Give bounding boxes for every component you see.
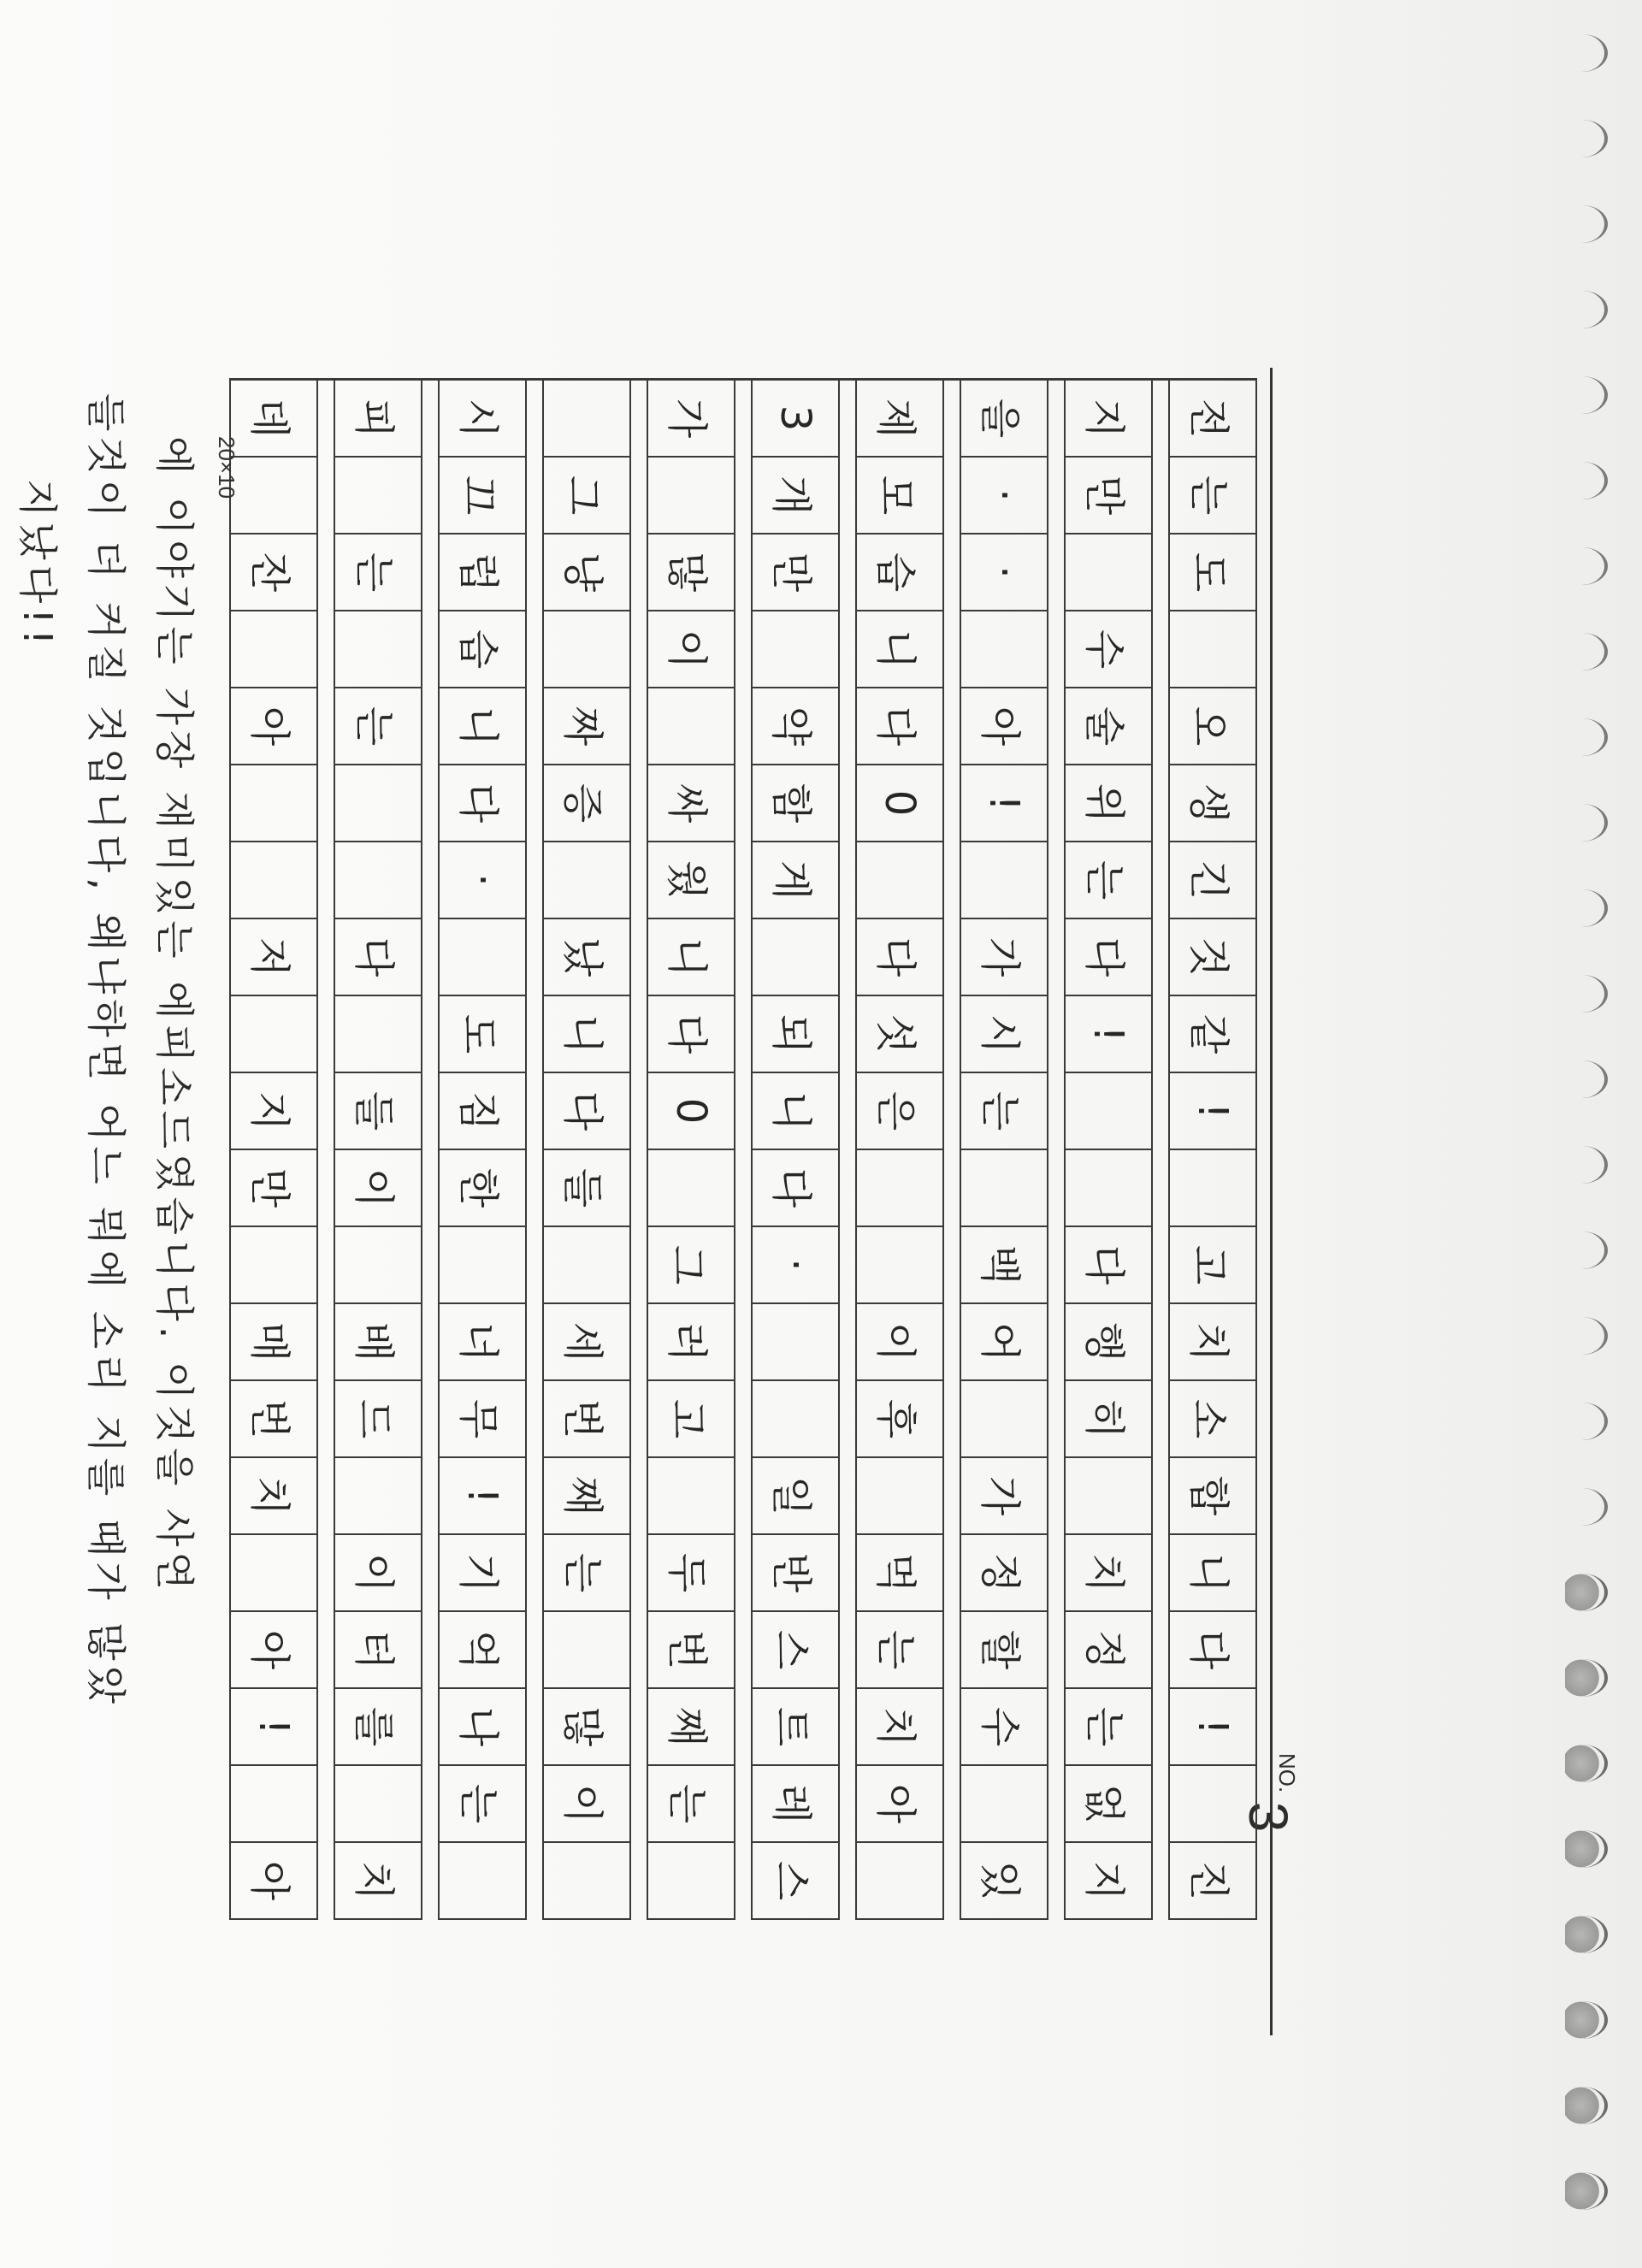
grid-cell: 니 xyxy=(855,611,944,688)
grid-cell: 치 xyxy=(229,1458,318,1535)
grid-cell xyxy=(542,1612,631,1689)
grid-cell: 싸 xyxy=(647,765,735,842)
grid-cell: 는 xyxy=(542,1535,631,1612)
grid-cell: 째 xyxy=(542,1458,631,1535)
grid-cell: ! xyxy=(229,1689,318,1766)
spiral-hole xyxy=(1565,376,1608,414)
grid-cell: 고 xyxy=(1168,1227,1257,1304)
top-rule-line xyxy=(1270,368,1273,1454)
grid-cell: 트 xyxy=(751,1689,840,1766)
grid-cell: 백 xyxy=(960,1227,1048,1304)
grid-cell: 났 xyxy=(542,919,631,996)
grid-cell: 수 xyxy=(960,1689,1048,1766)
spiral-hole xyxy=(1565,34,1608,72)
grid-cell: 할 xyxy=(960,1612,1048,1689)
grid-cell: 는 xyxy=(960,1073,1048,1150)
grid-cell: 치 xyxy=(334,1843,422,1920)
grid-cell xyxy=(229,1535,318,1612)
grid-cell xyxy=(542,842,631,919)
grid-cell: 도 xyxy=(1168,535,1257,611)
grid-cell: 다 xyxy=(334,919,422,996)
grid-cell: 는 xyxy=(647,1766,735,1843)
handwritten-note-line-3: 지났다!! xyxy=(15,479,61,651)
grid-cell: 이 xyxy=(855,1304,944,1381)
grid-cell: 배 xyxy=(334,1304,422,1381)
grid-cell: 치 xyxy=(1064,1535,1153,1612)
row-gap xyxy=(318,381,334,1920)
spiral-hole xyxy=(1565,1488,1608,1526)
grid-cell xyxy=(1168,1150,1257,1227)
grid-cell: 되 xyxy=(751,996,840,1073)
grid-cell: 그 xyxy=(542,458,631,535)
grid-cell xyxy=(1168,1766,1257,1843)
grid-cell: 두 xyxy=(647,1535,735,1612)
grid-cell: 째 xyxy=(647,1689,735,1766)
grid-cell xyxy=(438,919,527,996)
grid-cell: 만 xyxy=(751,535,840,611)
grid-cell: 다 xyxy=(855,919,944,996)
grid-cell: 치 xyxy=(855,1689,944,1766)
spiral-binding xyxy=(1522,0,1642,2268)
page-number: 3 xyxy=(1237,1801,1299,1833)
spiral-hole xyxy=(1565,718,1608,756)
row-gap xyxy=(1048,381,1064,1920)
grid-cell xyxy=(438,1227,527,1304)
grid-cell: 먹 xyxy=(855,1535,944,1612)
grid-cell: 웠 xyxy=(647,842,735,919)
grid-cell: 같 xyxy=(1168,996,1257,1073)
grid-cell: 이 xyxy=(334,1150,422,1227)
grid-cell: ! xyxy=(960,765,1048,842)
grid-cell: ! xyxy=(1168,1689,1257,1766)
grid-cell: 을 xyxy=(960,381,1048,458)
grid-cell xyxy=(229,1766,318,1843)
spiral-hole xyxy=(1565,633,1608,670)
row-gap xyxy=(1153,381,1168,1920)
grid-cell: 니 xyxy=(1168,1535,1257,1612)
grid-cell: 술 xyxy=(1064,688,1153,765)
spiral-hole xyxy=(1565,120,1608,157)
grid-cell: 가 xyxy=(647,381,735,458)
grid-cell: 다 xyxy=(1064,919,1153,996)
grid-cell: 를 xyxy=(334,1689,422,1766)
grid-cell: 다 xyxy=(1168,1612,1257,1689)
grid-cell xyxy=(647,458,735,535)
row-gap xyxy=(422,381,438,1920)
grid-cell: ! xyxy=(1168,1073,1257,1150)
grid-cell xyxy=(751,919,840,996)
grid-cell xyxy=(542,381,631,458)
grid-scale-label: 20×10 xyxy=(214,436,239,499)
manuscript-grid xyxy=(229,378,1257,1920)
grid-cell xyxy=(855,1227,944,1304)
grid-cell: 세 xyxy=(542,1304,631,1381)
spiral-hole xyxy=(1565,205,1608,243)
grid-cell: 0 xyxy=(855,765,944,842)
grid-cell xyxy=(334,842,422,919)
grid-cell xyxy=(751,1304,840,1381)
grid-cell: ! xyxy=(1064,996,1153,1073)
grid-cell: 것 xyxy=(1168,919,1257,996)
grid-cell xyxy=(855,1843,944,1920)
grid-cell: 는 xyxy=(1064,842,1153,919)
grid-cell: 드 xyxy=(334,1381,422,1458)
grid-cell: 아 xyxy=(229,688,318,765)
grid-cell: 3 xyxy=(751,381,840,458)
grid-cell: 아 xyxy=(229,1843,318,1920)
grid-cell: 니 xyxy=(647,919,735,996)
grid-cell xyxy=(751,611,840,688)
grid-cell: 시 xyxy=(438,381,527,458)
grid-cell xyxy=(334,996,422,1073)
spiral-hole xyxy=(1565,1403,1608,1440)
grid-cell xyxy=(334,1766,422,1843)
row-gap xyxy=(735,381,751,1920)
grid-cell: 는 xyxy=(1064,1689,1153,1766)
spiral-hole xyxy=(1565,1659,1608,1697)
grid-cell: 피 xyxy=(334,381,422,458)
grid-cell: 럽 xyxy=(438,535,527,611)
grid-cell: 다 xyxy=(855,688,944,765)
grid-cell: · xyxy=(438,842,527,919)
grid-cell xyxy=(229,1227,318,1304)
grid-cell: 데 xyxy=(229,381,318,458)
grid-cell: 번 xyxy=(647,1612,735,1689)
grid-cell xyxy=(647,1458,735,1535)
grid-cell: 나 xyxy=(438,1689,527,1766)
grid-cell: 다 xyxy=(751,1150,840,1227)
grid-cell: 오 xyxy=(1168,688,1257,765)
grid-cell: 저 xyxy=(229,919,318,996)
grid-cell xyxy=(647,688,735,765)
grid-cell: 히 xyxy=(1064,1381,1153,1458)
grid-cell: 모 xyxy=(855,458,944,535)
grid-cell: 약 xyxy=(751,688,840,765)
grid-cell xyxy=(855,1150,944,1227)
grid-cell xyxy=(334,765,422,842)
grid-cell: 도 xyxy=(438,996,527,1073)
grid-cell: 짜 xyxy=(542,688,631,765)
grid-cell: 긴 xyxy=(1168,842,1257,919)
grid-cell xyxy=(1064,1458,1153,1535)
grid-cell: · xyxy=(960,458,1048,535)
grid-cell: 지 xyxy=(1064,1843,1153,1920)
grid-cell xyxy=(960,1766,1048,1843)
grid-cell: 레 xyxy=(751,1766,840,1843)
grid-cell: 스 xyxy=(751,1612,840,1689)
grid-cell: 많 xyxy=(542,1689,631,1766)
grid-cell: 는 xyxy=(334,535,422,611)
grid-cell: 습 xyxy=(438,611,527,688)
grid-cell: 함 xyxy=(751,765,840,842)
grid-cell xyxy=(334,611,422,688)
grid-cell: 증 xyxy=(542,765,631,842)
grid-cell xyxy=(1064,535,1153,611)
grid-cell: 생 xyxy=(1168,765,1257,842)
grid-cell: 니 xyxy=(751,1073,840,1150)
spiral-hole xyxy=(1565,1146,1608,1184)
spiral-hole xyxy=(1565,975,1608,1013)
grid-cell xyxy=(334,1458,422,1535)
grid-cell: 후 xyxy=(855,1381,944,1458)
grid-cell xyxy=(1064,1150,1153,1227)
spiral-hole xyxy=(1565,889,1608,927)
spiral-hole xyxy=(1565,1916,1608,1953)
grid-cell xyxy=(542,1227,631,1304)
spiral-hole xyxy=(1565,2172,1608,2210)
grid-cell: 치 xyxy=(1168,1304,1257,1381)
grid-cell: 무 xyxy=(438,1381,527,1458)
handwritten-note-line-2: 들것이 더 커질 것입니다, 왜냐하면 어느 뭐에 소리 지를 때가 많았 xyxy=(83,393,129,1710)
grid-cell xyxy=(542,1843,631,1920)
row-gap xyxy=(631,381,647,1920)
grid-cell: 시 xyxy=(960,996,1048,1073)
grid-cell: 억 xyxy=(438,1612,527,1689)
grid-cell xyxy=(647,1150,735,1227)
grid-cell xyxy=(334,1227,422,1304)
grid-cell xyxy=(229,842,318,919)
grid-cell: 는 xyxy=(1168,458,1257,535)
grid-cell: 짐 xyxy=(438,1073,527,1150)
grid-cell: 다 xyxy=(1064,1227,1153,1304)
grid-cell: 지 xyxy=(1064,381,1153,458)
grid-cell: 반 xyxy=(751,1535,840,1612)
grid-cell: 제 xyxy=(855,381,944,458)
grid-cell: 잔 xyxy=(229,535,318,611)
grid-cell: 가 xyxy=(960,1458,1048,1535)
grid-cell xyxy=(960,1150,1048,1227)
spiral-hole xyxy=(1565,1830,1608,1868)
grid-cell: 은 xyxy=(855,1073,944,1150)
grid-cell xyxy=(229,765,318,842)
grid-cell: 번 xyxy=(229,1381,318,1458)
grid-cell: 번 xyxy=(542,1381,631,1458)
grid-cell: 끄 xyxy=(438,458,527,535)
grid-cell: 니 xyxy=(542,996,631,1073)
grid-cell: 개 xyxy=(751,458,840,535)
grid-cell: 는 xyxy=(334,688,422,765)
grid-cell: 행 xyxy=(1064,1304,1153,1381)
grid-cell: 아 xyxy=(855,1766,944,1843)
grid-cell xyxy=(855,842,944,919)
grid-cell: 게 xyxy=(751,842,840,919)
row-gap xyxy=(840,381,855,1920)
grid-cell: 진 xyxy=(1168,1843,1257,1920)
grid-cell: 러 xyxy=(647,1304,735,1381)
spiral-hole xyxy=(1565,1574,1608,1611)
grid-cell: 어 xyxy=(960,1304,1048,1381)
grid-cell xyxy=(229,611,318,688)
grid-cell: 일 xyxy=(751,1458,840,1535)
grid-cell: 매 xyxy=(229,1304,318,1381)
grid-cell: 들 xyxy=(542,1150,631,1227)
grid-cell: 다 xyxy=(647,996,735,1073)
grid-cell: 0 xyxy=(647,1073,735,1150)
grid-cell: 니 xyxy=(438,688,527,765)
grid-cell xyxy=(751,1381,840,1458)
grid-cell: 위 xyxy=(1064,765,1153,842)
spiral-hole xyxy=(1565,804,1608,842)
grid-cell: 다 xyxy=(438,765,527,842)
grid-cell: 합 xyxy=(1168,1458,1257,1535)
grid-cell: 터 xyxy=(334,1612,422,1689)
grid-cell xyxy=(542,611,631,688)
spiral-hole xyxy=(1565,291,1608,328)
grid-cell: 정 xyxy=(960,1535,1048,1612)
spiral-hole xyxy=(1565,2001,1608,2039)
grid-cell: 소 xyxy=(1168,1381,1257,1458)
grid-cell: 섯 xyxy=(855,996,944,1073)
spiral-hole xyxy=(1565,547,1608,585)
grid-cell: 다 xyxy=(542,1073,631,1150)
grid-cell: 이 xyxy=(334,1535,422,1612)
grid-cell: 그 xyxy=(647,1227,735,1304)
grid-cell: · xyxy=(960,535,1048,611)
spiral-hole xyxy=(1565,1745,1608,1782)
row-gap xyxy=(527,381,542,1920)
grid-cell: 습 xyxy=(855,535,944,611)
grid-cell xyxy=(229,996,318,1073)
grid-cell: 수 xyxy=(1064,611,1153,688)
grid-cell: 만 xyxy=(1064,458,1153,535)
grid-cell: 많 xyxy=(647,535,735,611)
grid-cell xyxy=(960,611,1048,688)
row-gap xyxy=(944,381,960,1920)
grid-cell: ! xyxy=(438,1458,527,1535)
spiral-hole xyxy=(1565,1231,1608,1269)
grid-cell: 전 xyxy=(1168,381,1257,458)
grid-cell: 너 xyxy=(438,1304,527,1381)
spiral-hole xyxy=(1565,1317,1608,1355)
grid-cell: 스 xyxy=(751,1843,840,1920)
grid-cell: 기 xyxy=(438,1535,527,1612)
grid-cell xyxy=(334,458,422,535)
grid-cell: 지 xyxy=(229,1073,318,1150)
grid-cell: · xyxy=(751,1227,840,1304)
grid-cell xyxy=(855,1458,944,1535)
grid-cell: 있 xyxy=(960,1843,1048,1920)
grid-cell: 아 xyxy=(229,1612,318,1689)
grid-cell: 이 xyxy=(647,611,735,688)
grid-cell: 이 xyxy=(542,1766,631,1843)
grid-cell: 는 xyxy=(438,1766,527,1843)
grid-cell xyxy=(438,1843,527,1920)
grid-cell: 냥 xyxy=(542,535,631,611)
page-number-rule xyxy=(1270,1454,1273,2035)
grid-cell: 만 xyxy=(229,1150,318,1227)
page-number-label: NO. xyxy=(1274,1753,1300,1793)
grid-cell: 정 xyxy=(1064,1612,1153,1689)
grid-cell: 고 xyxy=(647,1381,735,1458)
handwritten-note-line-1: 에 이야기는 가장 재미있는 에피소드였습니다. 이것을 사연 xyxy=(151,436,198,1595)
spiral-hole xyxy=(1565,2087,1608,2124)
spiral-hole xyxy=(1565,462,1608,499)
grid-cell xyxy=(960,1381,1048,1458)
grid-cell xyxy=(1168,611,1257,688)
grid-cell: 한 xyxy=(438,1150,527,1227)
grid-cell xyxy=(229,458,318,535)
grid-cell xyxy=(647,1843,735,1920)
grid-cell: 는 xyxy=(855,1612,944,1689)
grid-cell xyxy=(960,842,1048,919)
spiral-hole xyxy=(1565,1060,1608,1098)
grid-cell: 가 xyxy=(960,919,1048,996)
grid-cell: 아 xyxy=(960,688,1048,765)
grid-cell xyxy=(1064,1073,1153,1150)
grid-cell: 들 xyxy=(334,1073,422,1150)
grid-cell: 없 xyxy=(1064,1766,1153,1843)
